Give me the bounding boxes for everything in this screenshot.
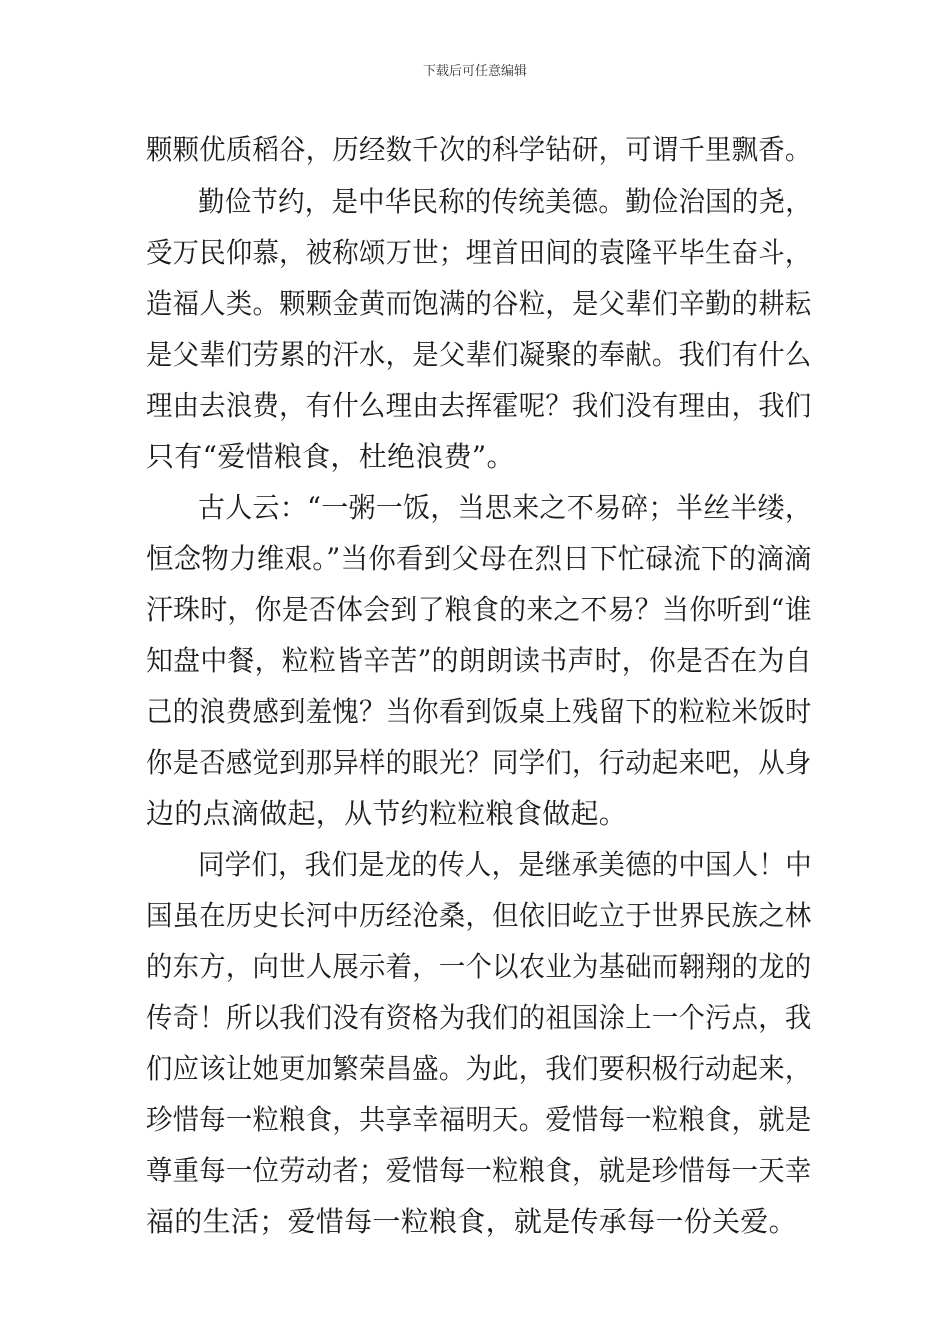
text-line-14: 边的点滴做起，从节约粒粒粮食做起。 — [146, 797, 628, 830]
text-line-18: 传奇！所以我们没有资格为我们的祖国涂上一个污点，我 — [146, 1001, 812, 1034]
text-line-12: 己的浪费感到羞愧？当你看到饭桌上残留下的粒粒米饭时 — [146, 695, 812, 728]
text-line-10: 汗珠时，你是否体会到了粮食的来之不易？当你听到“谁 — [146, 593, 812, 626]
text-line-9: 恒念物力维艰。”当你看到父母在烈日下忙碌流下的滴滴 — [146, 542, 812, 575]
text-line-20: 珍惜每一粒粮食，共享幸福明天。爱惜每一粒粮食，就是 — [146, 1103, 812, 1136]
text-line-5: 是父辈们劳累的汗水，是父辈们凝聚的奉献。我们有什么 — [146, 338, 812, 371]
page-header: 下载后可任意编辑 — [422, 64, 527, 79]
text-line-15: 同学们，我们是龙的传人，是继承美德的中国人！中 — [198, 848, 812, 881]
text-line-11: 知盘中餐，粒粒皆辛苦”的朗朗读书声时，你是否在为自 — [146, 644, 812, 677]
text-line-13: 你是否感觉到那异样的眼光？同学们，行动起来吧，从身 — [146, 746, 812, 779]
text-line-4: 造福人类。颗颗金黄而饱满的谷粒，是父辈们辛勤的耕耘 — [146, 287, 812, 320]
text-line-17: 的东方，向世人展示着，一个以农业为基础而翱翔的龙的 — [146, 950, 812, 983]
text-line-2: 勤俭节约，是中华民称的传统美德。勤俭治国的尧， — [198, 185, 812, 218]
text-line-19: 们应该让她更加繁荣昌盛。为此，我们要积极行动起来， — [146, 1052, 812, 1085]
text-line-16: 国虽在历史长河中历经沧桑，但依旧屹立于世界民族之林 — [146, 899, 812, 932]
text-line-8: 古人云：“一粥一饭，当思来之不易碎；半丝半缕， — [198, 491, 813, 524]
text-line-21: 尊重每一位劳动者；爱惜每一粒粮食，就是珍惜每一天幸 — [146, 1154, 812, 1187]
text-line-22: 福的生活；爱惜每一粒粮食，就是传承每一份关爱。 — [146, 1205, 797, 1238]
text-line-3: 受万民仰慕，被称颂万世；埋首田间的袁隆平毕生奋斗， — [146, 236, 812, 269]
text-line-7: 只有“爱惜粮食，杜绝浪费”。 — [146, 440, 515, 473]
text-line-1: 颗颗优质稻谷，历经数千次的科学钻研，可谓千里飘香。 — [146, 133, 812, 166]
text-line-6: 理由去浪费，有什么理由去挥霍呢？我们没有理由，我们 — [146, 389, 812, 422]
